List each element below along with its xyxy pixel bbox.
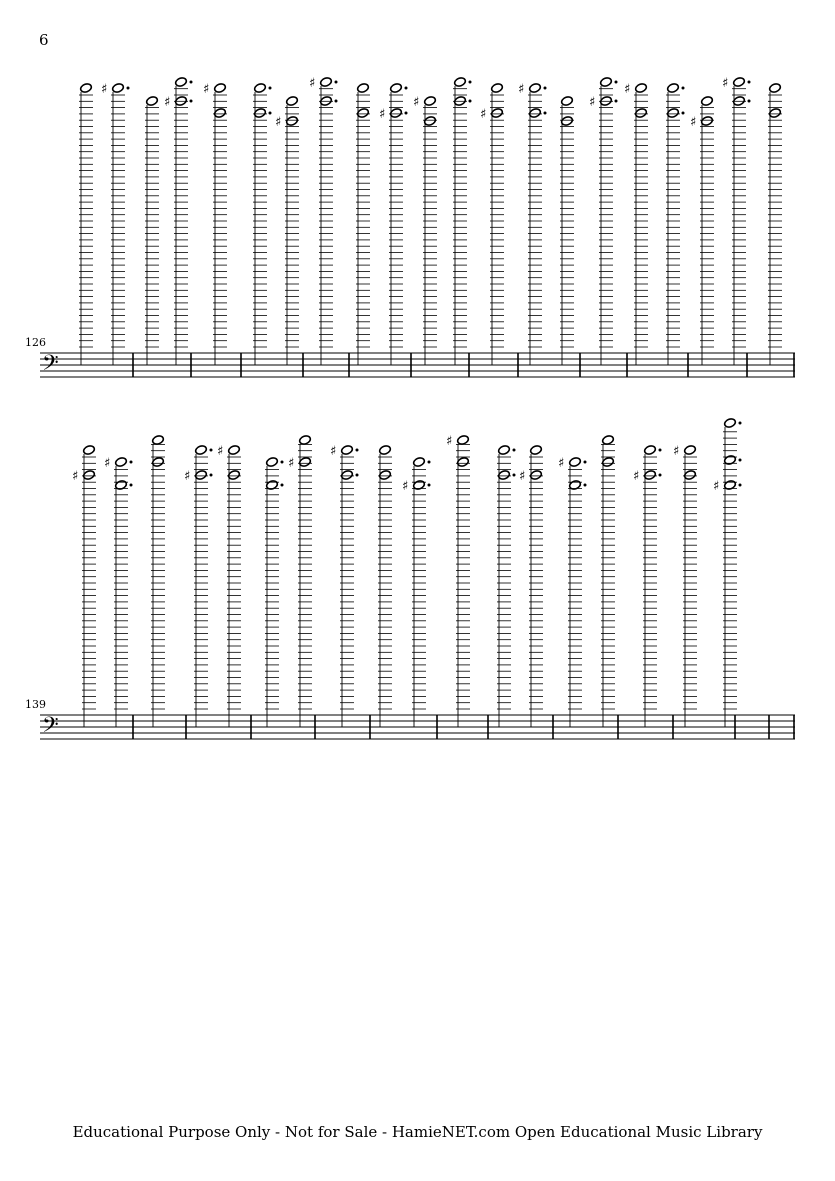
note-head [254,83,267,94]
note-head [152,435,165,446]
dot [513,449,516,452]
note-head [341,470,354,481]
dot [190,81,193,84]
sharp-icon: ♯ [402,479,409,494]
note-head [684,470,697,481]
note-head [195,445,208,456]
sharp-icon: ♯ [713,479,720,494]
note-head [569,457,582,468]
sharp-icon: ♯ [72,469,79,484]
note-head [529,83,542,94]
note-head [357,83,370,94]
dot [335,100,338,103]
dot [584,484,587,487]
sharp-icon: ♯ [589,95,596,110]
sharp-icon: ♯ [288,456,295,471]
note-head [529,108,542,119]
sharp-icon: ♯ [203,82,210,97]
dot [615,81,618,84]
sharp-icon: ♯ [722,76,729,91]
measure-number-system-2: 139 [25,698,46,711]
note-head [530,445,543,456]
note-head [701,116,714,127]
dot [682,87,685,90]
sharp-icon: ♯ [164,95,171,110]
staff-system-1 [40,76,795,381]
note-head [266,457,279,468]
note-head [228,470,241,481]
note-head [701,96,714,107]
note-head [733,77,746,88]
note-head [667,108,680,119]
sharp-icon: ♯ [519,469,526,484]
note-head [724,455,737,466]
note-head [214,83,227,94]
sharp-icon: ♯ [309,76,316,91]
note-head [561,116,574,127]
sharp-icon: ♯ [330,444,337,459]
note-head [457,457,470,468]
sharp-icon: ♯ [690,115,697,130]
note-head [341,445,354,456]
note-head [769,108,782,119]
sharp-icon: ♯ [518,82,525,97]
dot [469,81,472,84]
dot [281,461,284,464]
note-head [379,445,392,456]
note-head [644,445,657,456]
sharp-icon: ♯ [104,456,111,471]
dot [269,87,272,90]
note-head [530,470,543,481]
dot [513,474,516,477]
sharp-icon: ♯ [101,82,108,97]
note-head [299,435,312,446]
note-head [491,108,504,119]
dot [405,112,408,115]
note-head [454,77,467,88]
sharp-icon: ♯ [379,107,386,122]
dot [739,422,742,425]
dot [130,461,133,464]
sharp-icon: ♯ [217,444,224,459]
note-head [635,108,648,119]
dot [748,81,751,84]
note-head [357,108,370,119]
sharp-icon: ♯ [633,469,640,484]
note-head [635,83,648,94]
note-head [644,470,657,481]
note-head [152,457,165,468]
bass-clef-icon: 𝄢 [42,351,59,381]
note-head [413,457,426,468]
note-head [498,470,511,481]
dot [127,87,130,90]
note-head [390,83,403,94]
sharp-icon: ♯ [184,469,191,484]
note-head [320,77,333,88]
dot [269,112,272,115]
dot [739,484,742,487]
note-head [175,77,188,88]
dot [748,100,751,103]
dot [659,474,662,477]
sharp-icon: ♯ [275,115,282,130]
dot [405,87,408,90]
note-head [602,457,615,468]
measure-number-system-1: 126 [25,336,46,349]
sharp-icon: ♯ [673,444,680,459]
note-head [286,116,299,127]
sharp-icon: ♯ [558,456,565,471]
note-head [228,445,241,456]
note-head [390,108,403,119]
sharp-icon: ♯ [446,434,453,449]
dot [281,484,284,487]
dot [544,87,547,90]
note-head [83,470,96,481]
footer-copyright: Educational Purpose Only - Not for Sale - HamieNET.com Open Educational Music Library [72,1123,763,1141]
dot [428,461,431,464]
dot [682,112,685,115]
note-head [214,108,227,119]
dot [739,459,742,462]
dot [544,112,547,115]
sharp-icon: ♯ [624,82,631,97]
dot [210,449,213,452]
sharp-icon: ♯ [413,95,420,110]
dot [469,100,472,103]
sharp-icon: ♯ [480,107,487,122]
note-head [724,418,737,429]
note-head [600,77,613,88]
note-head [254,108,267,119]
note-head [491,83,504,94]
page-number: 6 [39,31,49,49]
dot [335,81,338,84]
staff-system-2 [40,418,795,743]
note-head [115,457,128,468]
dot [428,484,431,487]
note-head [457,435,470,446]
bass-clef-icon: 𝄢 [42,713,59,743]
note-head [379,470,392,481]
note-head [561,96,574,107]
dot [356,449,359,452]
dot [356,474,359,477]
dot [130,484,133,487]
note-head [112,83,125,94]
note-head [146,96,159,107]
note-head [424,116,437,127]
note-head [684,445,697,456]
note-head [286,96,299,107]
dot [659,449,662,452]
note-head [667,83,680,94]
note-head [769,83,782,94]
note-head [195,470,208,481]
dot [615,100,618,103]
note-head [602,435,615,446]
note-head [83,445,96,456]
dot [584,461,587,464]
note-head [299,457,312,468]
dot [210,474,213,477]
note-head [424,96,437,107]
note-head [80,83,93,94]
note-head [498,445,511,456]
dot [190,100,193,103]
